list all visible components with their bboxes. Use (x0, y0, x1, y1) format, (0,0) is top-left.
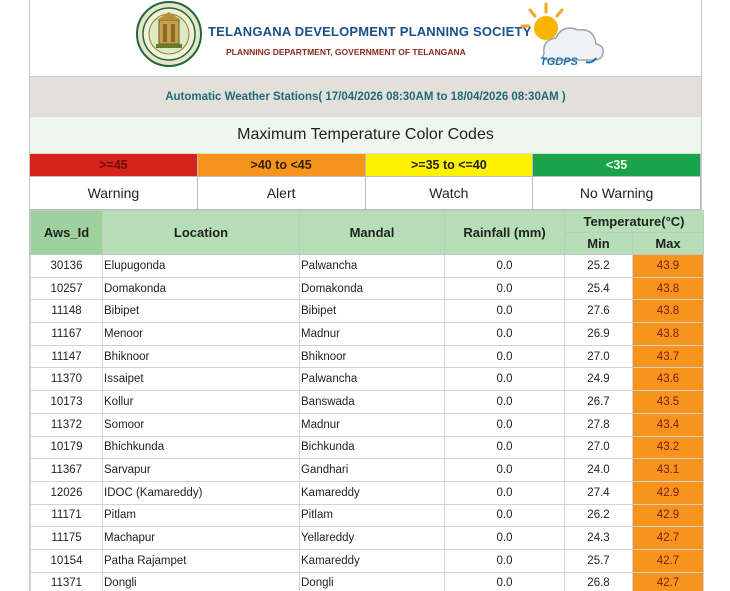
color-codes-title: Maximum Temperature Color Codes (30, 116, 701, 154)
cell-rainfall: 0.0 (445, 368, 565, 391)
cell-aws-id: 10173 (31, 391, 103, 414)
cell-min-temp: 25.2 (565, 255, 633, 278)
code-label-no-warning: No Warning (533, 176, 701, 209)
cell-mandal: Pitlam (300, 504, 445, 527)
cell-min-temp: 27.0 (565, 436, 633, 459)
cell-max-temp: 43.9 (633, 255, 704, 278)
cell-location: Dongli (103, 572, 300, 591)
table-row (31, 413, 704, 436)
cell-mandal: Palwancha (300, 368, 445, 391)
cell-max-temp: 43.8 (633, 277, 704, 300)
cell-min-temp: 24.0 (565, 459, 633, 482)
cell-min-temp: 26.7 (565, 391, 633, 414)
cell-min-temp: 27.0 (565, 345, 633, 368)
cell-location: Bhichkunda (103, 436, 300, 459)
cell-rainfall: 0.0 (445, 255, 565, 278)
cell-mandal: Madnur (300, 323, 445, 346)
weather-table (30, 210, 704, 591)
table-row (31, 368, 704, 391)
cell-min-temp: 27.8 (565, 413, 633, 436)
cell-mandal: Bibipet (300, 300, 445, 323)
cell-max-temp: 42.7 (633, 527, 704, 550)
cell-max-temp: 43.1 (633, 459, 704, 482)
cell-min-temp: 27.4 (565, 481, 633, 504)
table-row (31, 300, 704, 323)
cell-mandal: Kamareddy (300, 549, 445, 572)
cell-min-temp: 26.8 (565, 572, 633, 591)
cell-max-temp: 43.8 (633, 323, 704, 346)
col-header-location[interactable]: Location (103, 211, 300, 255)
table-row (31, 391, 704, 414)
cell-rainfall: 0.0 (445, 527, 565, 550)
cell-location: Sarvapur (103, 459, 300, 482)
cell-aws-id: 10179 (31, 436, 103, 459)
cell-mandal: Kamareddy (300, 481, 445, 504)
color-codes-ranges (30, 154, 701, 176)
cell-location: Domakonda (103, 277, 300, 300)
cell-aws-id: 11148 (31, 300, 103, 323)
cell-mandal: Palwancha (300, 255, 445, 278)
cell-rainfall: 0.0 (445, 436, 565, 459)
table-row (31, 459, 704, 482)
cell-location: Issaipet (103, 368, 300, 391)
cell-max-temp: 43.5 (633, 391, 704, 414)
cell-location: Kollur (103, 391, 300, 414)
cell-aws-id: 10257 (31, 277, 103, 300)
cell-rainfall: 0.0 (445, 300, 565, 323)
cell-min-temp: 25.4 (565, 277, 633, 300)
cell-min-temp: 26.2 (565, 504, 633, 527)
col-header-mandal[interactable]: Mandal (300, 211, 445, 255)
cell-location: Menoor (103, 323, 300, 346)
code-range-warning: >=45 (30, 154, 198, 176)
table-row (31, 277, 704, 300)
cell-min-temp: 24.9 (565, 368, 633, 391)
cell-rainfall: 0.0 (445, 413, 565, 436)
cell-location: IDOC (Kamareddy) (103, 481, 300, 504)
cell-rainfall: 0.0 (445, 481, 565, 504)
org-name: TELANGANA DEVELOPMENT PLANNING SOCIETY (208, 24, 532, 39)
col-header-max[interactable]: Max (633, 233, 704, 255)
cell-location: Elupugonda (103, 255, 300, 278)
code-range-watch: >=35 to <=40 (366, 154, 534, 176)
cell-aws-id: 11370 (31, 368, 103, 391)
cell-aws-id: 12026 (31, 481, 103, 504)
table-row (31, 255, 704, 278)
aws-title: Automatic Weather Stations( 17/04/2026 08:30AM to 18/04/2026 08:30AM ) (165, 90, 566, 103)
cell-max-temp: 42.9 (633, 481, 704, 504)
color-codes-labels (30, 176, 701, 210)
cell-mandal: Domakonda (300, 277, 445, 300)
cell-aws-id: 11175 (31, 527, 103, 550)
cell-location: Patha Rajampet (103, 549, 300, 572)
cell-max-temp: 43.4 (633, 413, 704, 436)
cell-min-temp: 26.9 (565, 323, 633, 346)
cell-rainfall: 0.0 (445, 391, 565, 414)
table-row (31, 345, 704, 368)
cell-max-temp: 42.7 (633, 572, 704, 591)
cell-aws-id: 10154 (31, 549, 103, 572)
col-header-min[interactable]: Min (565, 233, 633, 255)
cell-location: Machapur (103, 527, 300, 550)
site-header (30, 0, 701, 76)
cell-min-temp: 25.7 (565, 549, 633, 572)
col-header-temperature: Temperature(°C) (565, 211, 704, 233)
cell-aws-id: 11372 (31, 413, 103, 436)
code-range-alert: >40 to <45 (198, 154, 366, 176)
cell-min-temp: 27.6 (565, 300, 633, 323)
cell-rainfall: 0.0 (445, 277, 565, 300)
cell-rainfall: 0.0 (445, 459, 565, 482)
table-row (31, 572, 704, 591)
code-range-no-warning: <35 (533, 154, 701, 176)
code-label-watch: Watch (366, 176, 534, 209)
col-header-aws-id[interactable]: Aws_Id (31, 211, 103, 255)
telangana-emblem-icon (134, 0, 204, 68)
cell-aws-id: 30136 (31, 255, 103, 278)
table-row (31, 323, 704, 346)
cell-max-temp: 43.7 (633, 345, 704, 368)
cell-aws-id: 11147 (31, 345, 103, 368)
cell-location: Somoor (103, 413, 300, 436)
cell-mandal: Madnur (300, 413, 445, 436)
cell-aws-id: 11367 (31, 459, 103, 482)
cell-max-temp: 42.7 (633, 549, 704, 572)
cell-mandal: Yellareddy (300, 527, 445, 550)
cell-max-temp: 42.9 (633, 504, 704, 527)
cell-mandal: Bichkunda (300, 436, 445, 459)
table-row (31, 436, 704, 459)
cell-aws-id: 11167 (31, 323, 103, 346)
cell-mandal: Bhiknoor (300, 345, 445, 368)
org-department: PLANNING DEPARTMENT, GOVERNMENT OF TELANGANA (226, 47, 466, 57)
cell-location: Bibipet (103, 300, 300, 323)
cell-rainfall: 0.0 (445, 323, 565, 346)
table-row (31, 549, 704, 572)
table-body (31, 255, 704, 591)
table-row (31, 481, 704, 504)
cell-aws-id: 11171 (31, 504, 103, 527)
cell-rainfall: 0.0 (445, 549, 565, 572)
code-label-warning: Warning (30, 176, 198, 209)
cell-max-temp: 43.2 (633, 436, 704, 459)
cell-mandal: Gandhari (300, 459, 445, 482)
cell-rainfall: 0.0 (445, 345, 565, 368)
cell-aws-id: 11371 (31, 572, 103, 591)
cell-rainfall: 0.0 (445, 504, 565, 527)
cell-min-temp: 24.3 (565, 527, 633, 550)
cell-mandal: Dongli (300, 572, 445, 591)
cell-location: Bhiknoor (103, 345, 300, 368)
table-row (31, 504, 704, 527)
cell-max-temp: 43.8 (633, 300, 704, 323)
cell-rainfall: 0.0 (445, 572, 565, 591)
cell-max-temp: 43.6 (633, 368, 704, 391)
tgdps-logo-text: TGDPS (540, 56, 578, 68)
code-label-alert: Alert (198, 176, 366, 209)
table-row (31, 527, 704, 550)
aws-title-bar (30, 76, 701, 116)
page (29, 0, 702, 591)
cell-location: Pitlam (103, 504, 300, 527)
cell-mandal: Banswada (300, 391, 445, 414)
col-header-rainfall[interactable]: Rainfall (mm) (445, 211, 565, 255)
